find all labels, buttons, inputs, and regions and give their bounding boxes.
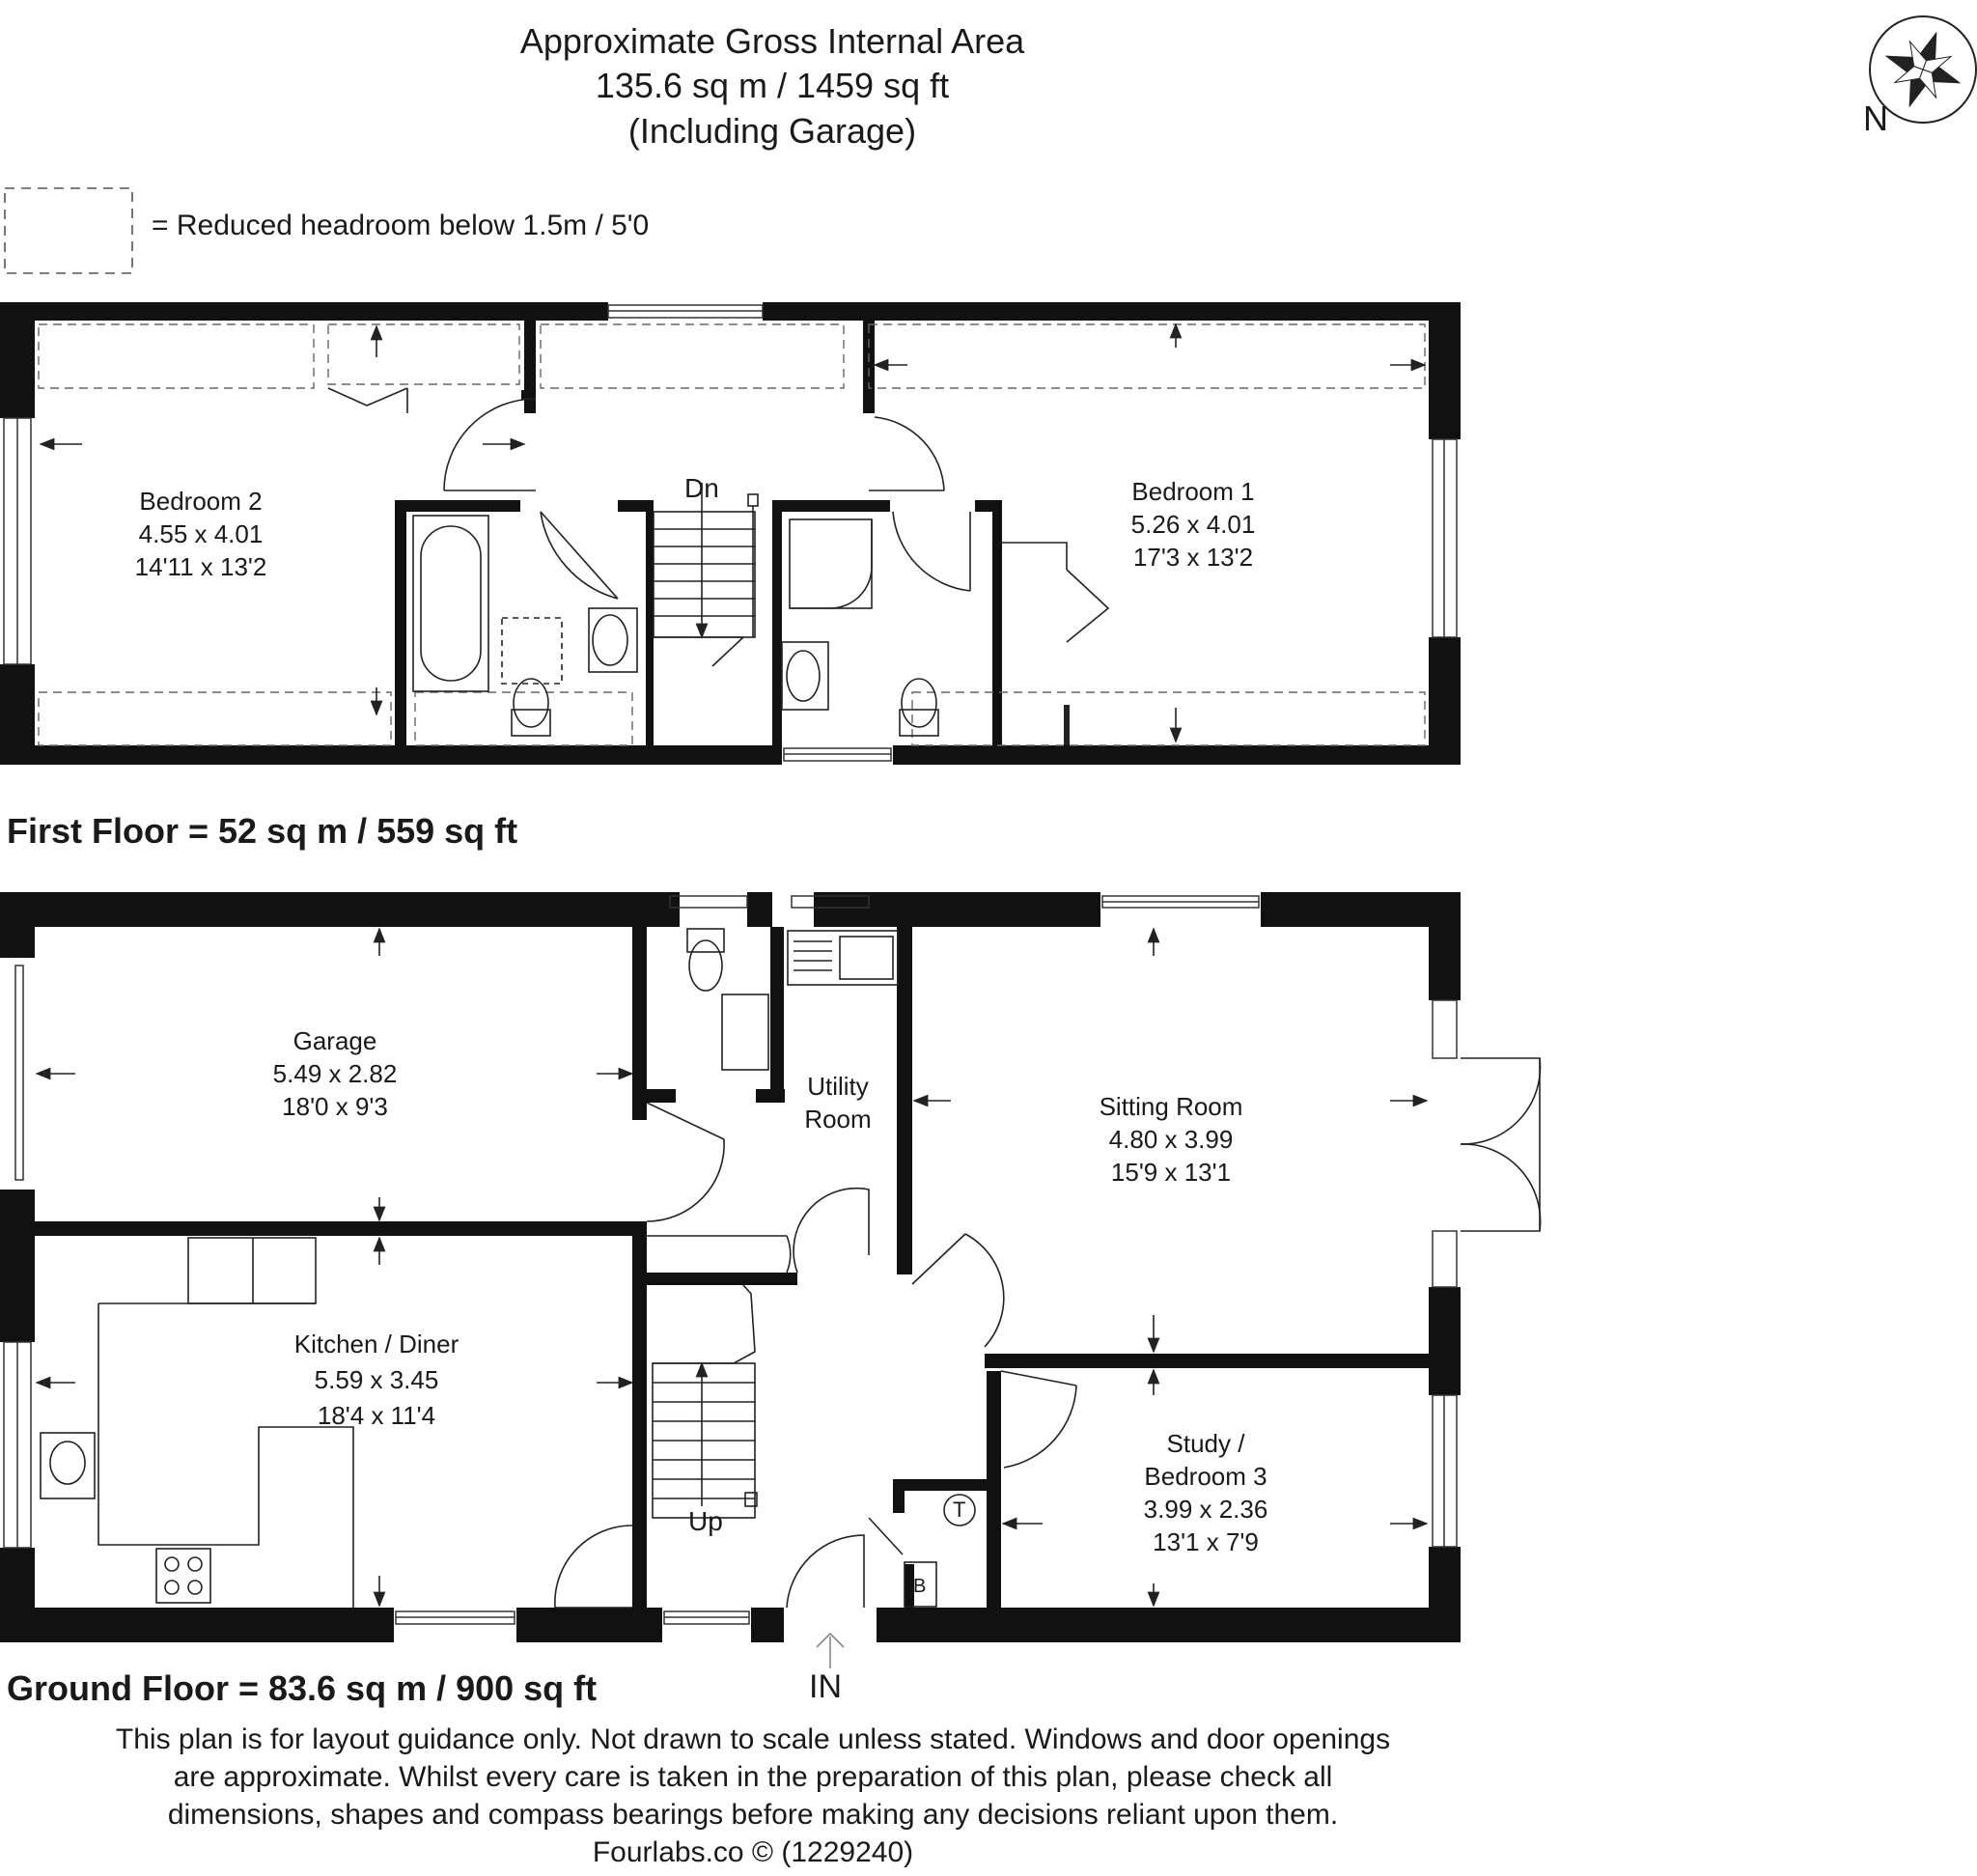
room-name: Garage xyxy=(292,1026,377,1055)
disclaimer-line-3: dimensions, shapes and compass bearings before making any decisions reliant upon them. xyxy=(167,1799,1339,1831)
stairs-down-icon xyxy=(654,483,758,666)
ground-floor-title: Ground Floor = 83.6 sq m / 900 sq ft xyxy=(7,1668,598,1708)
kitchen-units xyxy=(188,1238,316,1303)
disclaimer-line-2: are approximate. Whilst every care is taken in the preparation of this plan, please check all xyxy=(173,1761,1333,1793)
hob-icon xyxy=(156,1549,210,1603)
toilet-icon xyxy=(900,679,938,736)
toilet-icon xyxy=(512,679,550,736)
room-imperial: 18'0 x 9'3 xyxy=(282,1092,388,1121)
first-floor-title: First Floor = 52 sq m / 559 sq ft xyxy=(7,811,518,851)
room-metric: 5.59 x 3.45 xyxy=(314,1365,439,1394)
stairs-up-label: Up xyxy=(688,1506,723,1536)
room-name-line2: Room xyxy=(804,1105,872,1134)
room-imperial: 18'4 x 11'4 xyxy=(317,1401,436,1430)
disclaimer-line-1: This plan is for layout guidance only. Not drawn to scale unless stated. Windows and door openings xyxy=(115,1723,1391,1755)
legend-box xyxy=(5,188,132,273)
entrance-label: IN xyxy=(809,1668,842,1705)
stairs-up-icon xyxy=(653,1285,757,1518)
room-name: Bedroom 1 xyxy=(1131,477,1255,506)
room-imperial: 14'11 x 13'2 xyxy=(134,552,267,581)
room-utility xyxy=(693,1070,983,1135)
room-name-line2: Bedroom 3 xyxy=(1144,1462,1267,1491)
room-sitting-room xyxy=(1026,1090,1316,1189)
room-imperial: 13'1 x 7'9 xyxy=(1153,1527,1259,1556)
room-metric: 4.55 x 4.01 xyxy=(138,519,264,548)
disclaimer xyxy=(39,1721,1467,1871)
area-note: (Including Garage) xyxy=(627,111,917,151)
room-metric: 5.49 x 2.82 xyxy=(272,1059,398,1088)
room-name: Sitting Room xyxy=(1099,1092,1243,1121)
area-title: Approximate Gross Internal Area xyxy=(519,21,1025,61)
basin-icon xyxy=(589,608,637,672)
stairs-down-label: Dn xyxy=(684,473,719,503)
basin-icon xyxy=(722,994,768,1070)
area-total: 135.6 sq m / 1459 sq ft xyxy=(595,66,950,105)
room-bedroom-2 xyxy=(56,485,346,583)
shower-icon xyxy=(790,519,872,608)
room-name: Kitchen / Diner xyxy=(293,1330,459,1358)
room-metric: 3.99 x 2.36 xyxy=(1143,1495,1268,1524)
room-metric: 5.26 x 4.01 xyxy=(1130,510,1256,539)
thermostat-label: T xyxy=(953,1498,966,1522)
room-imperial: 15'9 x 13'1 xyxy=(1110,1158,1232,1187)
room-name-line1: Utility xyxy=(807,1072,869,1101)
room-garage xyxy=(190,1024,480,1123)
legend-label: = Reduced headroom below 1.5m / 5'0 xyxy=(152,210,650,241)
room-name: Bedroom 2 xyxy=(139,487,263,516)
sink-icon xyxy=(788,931,898,985)
room-metric: 4.80 x 3.99 xyxy=(1108,1125,1234,1154)
room-name-line1: Study / xyxy=(1166,1429,1245,1458)
room-kitchen-diner xyxy=(232,1327,521,1434)
copyright: Fourlabs.co © (1229240) xyxy=(592,1836,914,1868)
room-imperial: 17'3 x 13'2 xyxy=(1132,543,1254,572)
sink-icon xyxy=(41,1433,95,1498)
basin-icon xyxy=(782,642,828,710)
room-study-bedroom-3 xyxy=(1061,1427,1350,1558)
room-bedroom-1 xyxy=(1048,475,1338,574)
toilet-icon xyxy=(687,929,724,991)
compass-north-label: N xyxy=(1863,98,1888,138)
boiler-label: B xyxy=(913,1576,927,1597)
